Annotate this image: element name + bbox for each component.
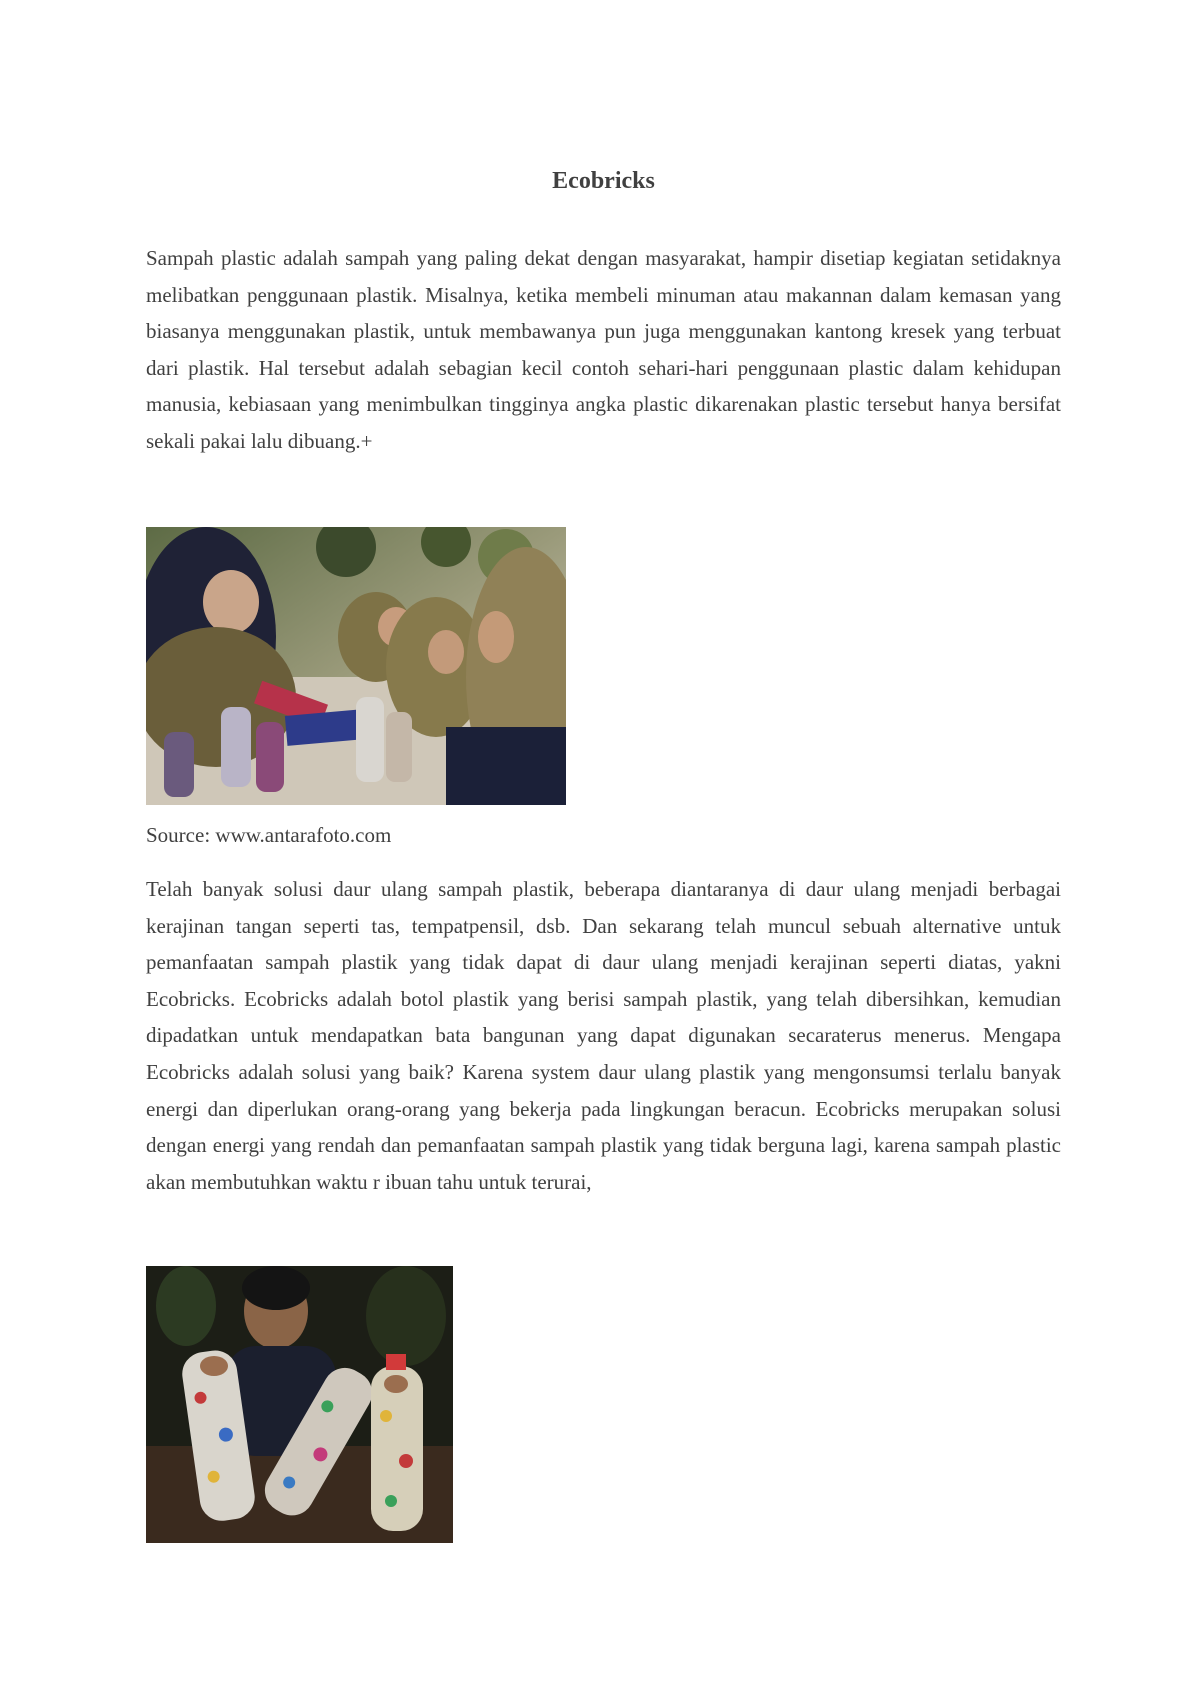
photo-boy-holding-ecobricks — [146, 1266, 453, 1543]
page-title: Ecobricks — [552, 168, 655, 194]
paragraph-ecobricks-solution: Telah banyak solusi daur ulang sampah plastik, beberapa diantaranya di daur ulang menjadi berbagai kerajinan tangan seperti tas, tempatpensil, dsb. Dan sekarang telah muncul sebuah alternative untuk pemanfaatan sampah plastik yang tidak dapat di daur ulang menjadi kerajinan seperti diatas, yakni Ecobricks. Ecobricks adalah botol plastik yang berisi sampah plastik, yang telah dibersihkan, kemudian dipadatkan untuk mendapatkan bata bangunan yang dapat digunakan secaraterus menerus. Mengapa Ecobricks adalah solusi yang baik? Karena system daur ulang plastik yang mengonsumsi terlalu banyak energi dan diperlukan orang-orang yang bekerja pada lingkungan beracun. Ecobricks merupakan solusi dengan energi yang rendah dan pemanfaatan sampah plastik yang tidak berguna lagi, karena sampah plastic akan membutuhkan waktu r ibuan tahu untuk terurai, — [146, 877, 1061, 1194]
photo-caption: Source: www.antarafoto.com — [146, 823, 392, 847]
document-page — [146, 0, 1061, 1698]
paragraph-intro: Sampah plastic adalah sampah yang paling dekat dengan masyarakat, hampir disetiap kegiatan setidaknya melibatkan penggunaan plastik. Misalnya, ketika membeli minuman atau makannan dalam kemasan yang biasanya menggunakan plastik, untuk membawanya pun juga menggunakan kantong kresek yang terbuat dari plastik. Hal tersebut adalah sebagian kecil contoh sehari-hari penggunaan plastic dalam kehidupan manusia, kebiasaan yang menimbulkan tingginya angka plastic dikarenakan plastic tersebut hanya bersifat sekali pakai lalu dibuang.+ — [146, 246, 1061, 453]
photo-students-making-ecobricks — [146, 527, 566, 805]
